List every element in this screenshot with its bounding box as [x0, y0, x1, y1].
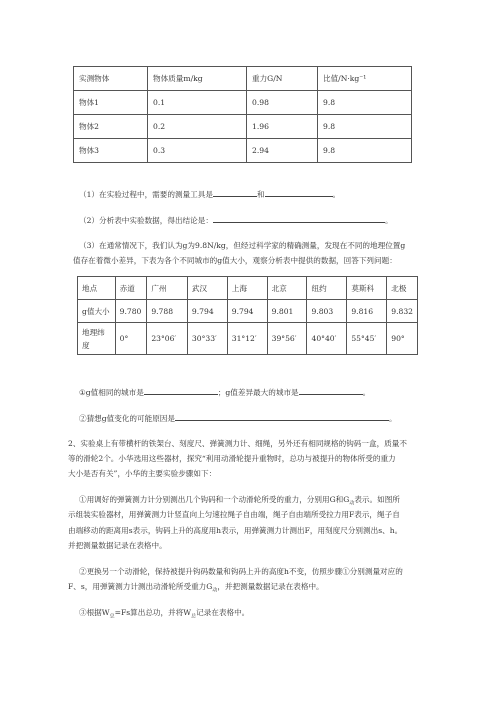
answer-blank[interactable] [144, 386, 218, 395]
problem-2-line-3: 大小是否有关”，小华的主要实验步骤如下： [68, 469, 217, 478]
table-cell: 23°06′ [147, 323, 188, 355]
question-2-text: （2）分析表中实验数据，得出结论是： [79, 216, 213, 225]
answer-blank[interactable] [299, 386, 363, 395]
table-row [78, 300, 418, 323]
table-cell: 40°40′ [307, 323, 347, 355]
table-row [74, 139, 412, 163]
latitude-label-line-1: 地理纬 [82, 327, 105, 337]
answer-blank[interactable] [265, 188, 333, 197]
table-cell: 0° [115, 323, 147, 355]
question-3a-end: 。 [362, 388, 371, 397]
table-cell: 0.2 [148, 115, 247, 139]
header-cell: 北极 [387, 277, 418, 300]
table-cell: 9.794 [227, 300, 267, 323]
step-2-line-2 [68, 581, 324, 597]
subscript: 总 [191, 613, 197, 620]
table-cell: 55°45′ [347, 323, 387, 355]
question-3b [79, 412, 397, 425]
question-1-and: 和 [256, 190, 265, 199]
header-cell: 广州 [147, 277, 188, 300]
table-cell: 31°12′ [227, 323, 267, 355]
table-cell: g值大小 [78, 300, 116, 323]
question-1-text: （1）在实验过程中，需要的测量工具是 [79, 190, 213, 199]
measurement-table [73, 66, 412, 163]
problem-2-line-2: 等的滑轮2个。小华选用这些器材，探究“利用动滑轮提升重物时，总功与被提升的物体所受的重力 [68, 454, 396, 463]
header-cell: 重力G/N [247, 67, 318, 91]
question-3b-end: 。 [389, 414, 397, 423]
subscript: 动 [212, 587, 218, 594]
table-cell: 0.1 [148, 91, 247, 115]
table-cell: 9.832 [387, 300, 418, 323]
city-g-table [77, 276, 418, 355]
question-3-line-1: （3）在通常情况下，我们认为g为9.8N/kg，但经过科学家的精确测量，发现在不同的地理位置g [79, 241, 406, 250]
subscript: 动 [349, 500, 355, 507]
table-row [74, 115, 412, 139]
step-1-text: ①用调好的弹簧测力计分别测出几个钩码和一个动滑轮所受的重力，分别用G和G [79, 495, 350, 504]
table-cell: 9.788 [147, 300, 188, 323]
step-1-line-1 [79, 494, 400, 510]
table-cell: 9.801 [267, 300, 307, 323]
table-cell: 9.816 [347, 300, 387, 323]
table-cell: 9.8 [318, 91, 412, 115]
step-2-text: ，并把测量数据记录在表格中。 [217, 582, 324, 591]
answer-blank[interactable] [175, 412, 389, 421]
step-1-line-3: 由端移动的距离用s表示，钩码上升的高度用h表示，用弹簧测力计测出F，用刻度尺分别测出s、h。 [68, 526, 403, 535]
question-3a-text: ①g值相同的城市是 [79, 388, 144, 397]
subscript: 总 [109, 613, 115, 620]
step-3-text: 记录在表格中。 [196, 608, 250, 617]
table-header-row [78, 277, 418, 300]
question-3b-text: ②猜想g值变化的可能原因是 [79, 414, 175, 423]
header-cell: 比值/N·kg⁻¹ [318, 67, 412, 91]
header-cell: 赤道 [115, 277, 147, 300]
table-cell: 9.794 [187, 300, 227, 323]
header-cell: 实测物体 [74, 67, 148, 91]
step-2-line-1: ②更换另一个动滑轮，保持被提升钩码数量和钩码上升的高度h不变，仿照步骤①分别测量对应的 [79, 567, 403, 576]
header-cell: 物体质量m/kg [148, 67, 247, 91]
table-cell: 9.803 [307, 300, 347, 323]
table-header-row [74, 67, 412, 91]
table-cell: 9.8 [318, 139, 412, 163]
latitude-label-line-2: 度 [82, 340, 90, 350]
table-row [74, 91, 412, 115]
question-1 [79, 188, 340, 201]
answer-blank[interactable] [213, 188, 257, 197]
table-cell: 物体3 [74, 139, 148, 163]
table-cell: 90° [387, 323, 418, 355]
question-3a-mid: ；g值差异最大的城市是 [217, 388, 299, 397]
table-cell [78, 323, 116, 355]
question-2-end: 。 [384, 216, 393, 225]
table-cell: 物体1 [74, 91, 148, 115]
table-cell: 0.98 [247, 91, 318, 115]
question-2 [79, 214, 393, 227]
header-cell: 地点 [78, 277, 116, 300]
step-1-text: 表示。如图所 [354, 495, 400, 504]
question-1-end: 。 [332, 190, 341, 199]
step-1-line-2: 示组装实验器材，用弹簧测力计竖直向上匀速拉绳子自由端，绳子自由端所受拉力用F表示，绳子自 [68, 510, 400, 519]
table-cell: 1.96 [247, 115, 318, 139]
table-cell: 0.3 [148, 139, 247, 163]
header-cell: 北京 [267, 277, 307, 300]
step-1-line-4: 并把测量数据记录在表格中。 [68, 541, 167, 550]
question-3-line-2: 值存在着微小差异，下表为各个不同城市的g值大小，观察分析表中提供的数据，回答下列问题： [73, 256, 397, 265]
table-cell: 2.94 [247, 139, 318, 163]
table-cell: 物体2 [74, 115, 148, 139]
table-cell: 9.8 [318, 115, 412, 139]
table-cell: 30°33′ [187, 323, 227, 355]
header-cell: 武汉 [187, 277, 227, 300]
step-3-text: =Fs算出总功，并将W [114, 608, 192, 617]
header-cell: 上海 [227, 277, 267, 300]
header-cell: 莫斯科 [347, 277, 387, 300]
step-3-text: ③根据W [79, 608, 110, 617]
step-3-line [79, 607, 249, 623]
problem-2-line-1: 2、实验桌上有带横杆的铁架台、刻度尺、弹簧测力计、细绳，另外还有相同规格的钩码一盒，质量不 [68, 439, 407, 448]
table-row [78, 323, 418, 355]
answer-blank[interactable] [213, 214, 385, 223]
question-3a [79, 386, 370, 399]
step-2-text: F、s，用弹簧测力计测出动滑轮所受重力G [68, 582, 213, 591]
header-cell: 纽约 [307, 277, 347, 300]
table-cell: 9.780 [115, 300, 147, 323]
table-cell: 39°56′ [267, 323, 307, 355]
